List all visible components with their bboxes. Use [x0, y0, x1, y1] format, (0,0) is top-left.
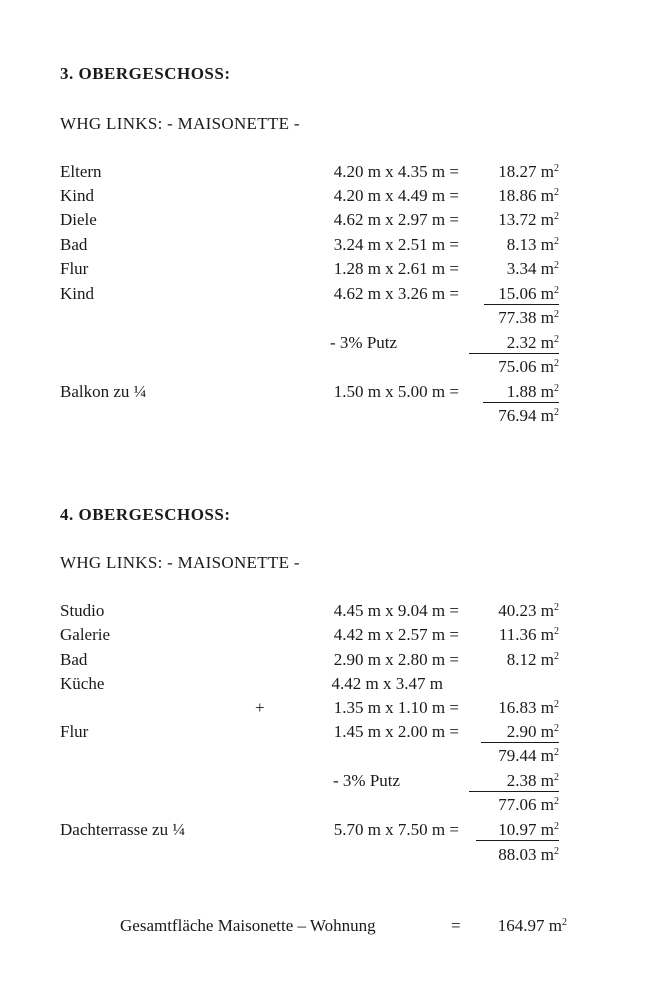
room-area: 18.86 $m^2$	[498, 186, 559, 205]
grand-total-equals: =	[451, 916, 461, 935]
extra-room-area: 1.88 $m^2$	[483, 382, 559, 403]
room-name: Flur	[60, 259, 89, 278]
extra-room-area: 10.97 $m^2$	[476, 820, 559, 841]
room-name: Kind	[60, 186, 94, 205]
grand-total-value: 164.97 $m^2$	[497, 916, 567, 935]
room-area: 18.27 $m^2$	[498, 162, 559, 181]
room-area: 11.36 $m^2$	[498, 625, 559, 644]
room-dimensions: 4.42 m x 3.47 m	[331, 674, 443, 693]
room-area: 15.06 $m^2$	[484, 284, 559, 305]
room-name: Küche	[60, 674, 105, 693]
room-dimensions: 2.90 m x 2.80 m =	[333, 650, 459, 669]
room-dimensions: 1.35 m x 1.10 m =	[333, 698, 459, 717]
putz-value: 2.32 $m^2$	[469, 333, 559, 354]
extra-room-name: Balkon zu ¼	[60, 382, 147, 401]
room-name: Flur	[60, 722, 89, 741]
putz-label: - 3% Putz	[330, 333, 398, 352]
room-area: 13.72 $m^2$	[498, 210, 559, 229]
extra-room-dimensions: 5.70 m x 7.50 m =	[333, 820, 459, 839]
putz-value: 2.38 $m^2$	[469, 771, 559, 792]
room-name: Eltern	[60, 162, 102, 181]
extra-room-dimensions: 1.50 m x 5.00 m =	[333, 382, 459, 401]
section-subheading: WHG LINKS: - MAISONETTE -	[60, 114, 300, 133]
room-area: 8.13 $m^2$	[506, 235, 559, 254]
after-putz-value: 75.06 $m^2$	[498, 357, 559, 376]
room-area: 2.90 $m^2$	[481, 722, 559, 743]
grand-total-label: Gesamtfläche Maisonette – Wohnung	[120, 916, 376, 935]
room-dimensions: 3.24 m x 2.51 m =	[333, 235, 459, 254]
room-name: Bad	[60, 235, 88, 254]
putz-label: - 3% Putz	[333, 771, 401, 790]
room-area: 40.23 $m^2$	[498, 601, 559, 620]
section-total: 76.94 $m^2$	[498, 406, 559, 425]
plus-sign: +	[255, 698, 265, 717]
room-dimensions: 1.45 m x 2.00 m =	[333, 722, 459, 741]
room-area: 8.12 $m^2$	[506, 650, 559, 669]
room-dimensions: 4.62 m x 3.26 m =	[333, 284, 459, 303]
room-dimensions: 4.62 m x 2.97 m =	[333, 210, 459, 229]
room-dimensions: 1.28 m x 2.61 m =	[333, 259, 459, 278]
section-heading: 4. OBERGESCHOSS:	[60, 505, 231, 524]
room-area: 3.34 $m^2$	[506, 259, 559, 278]
subtotal-value: 77.38 $m^2$	[498, 308, 559, 327]
room-dimensions: 4.42 m x 2.57 m =	[333, 625, 459, 644]
room-dimensions: 4.45 m x 9.04 m =	[333, 601, 459, 620]
room-name: Bad	[60, 650, 88, 669]
section-subheading: WHG LINKS: - MAISONETTE -	[60, 553, 300, 572]
after-putz-value: 77.06 $m^2$	[498, 795, 559, 814]
section-heading: 3. OBERGESCHOSS:	[60, 64, 231, 83]
subtotal-value: 79.44 $m^2$	[498, 746, 559, 765]
room-dimensions: 4.20 m x 4.35 m =	[333, 162, 459, 181]
section-total: 88.03 $m^2$	[498, 845, 559, 864]
room-area: 16.83 $m^2$	[498, 698, 559, 717]
room-name: Kind	[60, 284, 94, 303]
room-name: Galerie	[60, 625, 111, 644]
extra-room-name: Dachterrasse zu ¼	[60, 820, 186, 839]
room-name: Studio	[60, 601, 105, 620]
room-name: Diele	[60, 210, 97, 229]
room-dimensions: 4.20 m x 4.49 m =	[333, 186, 459, 205]
